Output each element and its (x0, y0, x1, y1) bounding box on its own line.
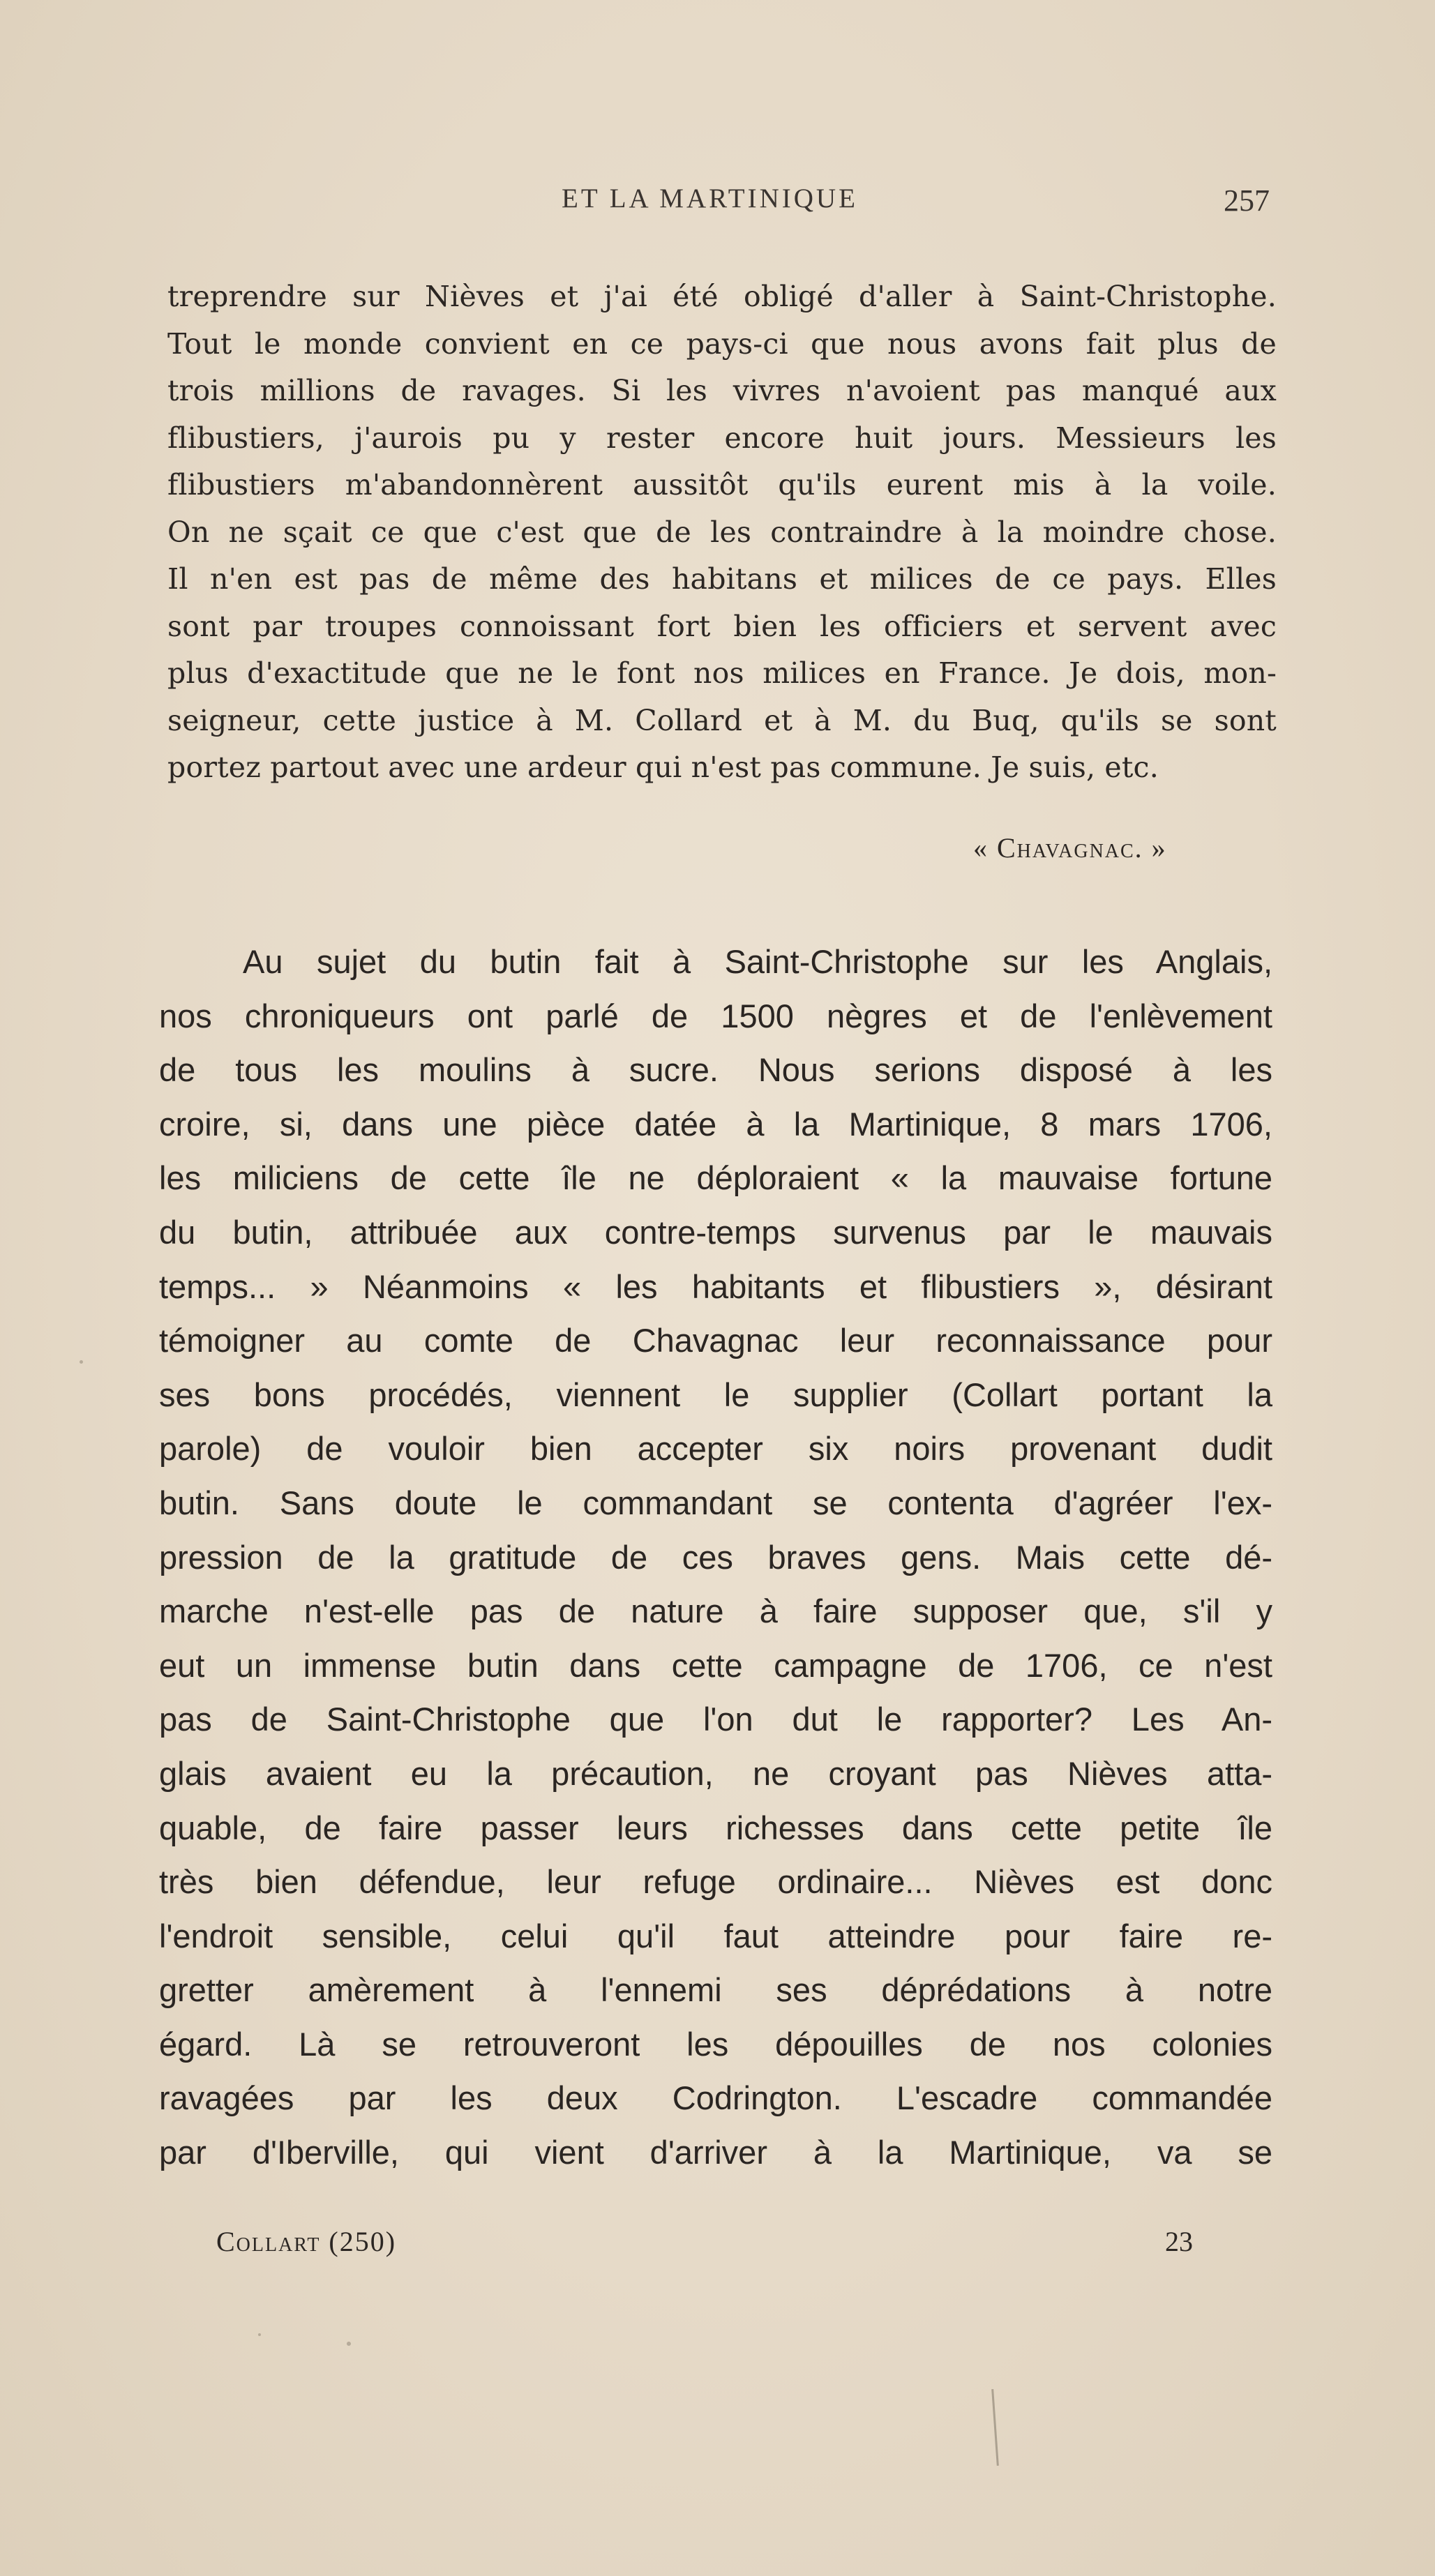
running-head (167, 183, 1270, 225)
letter-line: trois millions de ravages. Si les vivres n'avoient pas manqué aux (167, 374, 1277, 407)
body-line: par d'Iberville, qui vient d'arriver à la Martinique, va se (159, 2134, 1272, 2171)
letter-line: On ne sçait ce que c'est que de les contraindre à la moindre chose. (167, 515, 1277, 549)
body-line: de tous les moulins à sucre. Nous serions disposé à les (159, 1051, 1272, 1089)
body-line: pas de Saint-Christophe que l'on dut le rapporter? Les An- (159, 1701, 1272, 1738)
letter-line: plus d'exactitude que ne le font nos milices en France. Je dois, mon- (167, 656, 1277, 690)
letter-line: flibustiers m'abandonnèrent aussitôt qu'ils eurent mis à la voile. (167, 468, 1277, 502)
body-line: eut un immense butin dans cette campagne de 1706, ce n'est (159, 1646, 1272, 1684)
letter-line: Il n'en est pas de même des habitans et milices de ce pays. Elles (167, 562, 1277, 596)
body-line: très bien défendue, leur refuge ordinaire... Nièves est donc (159, 1863, 1272, 1901)
body-line: gretter amèrement à l'ennemi ses déprédations à notre (159, 1971, 1272, 2009)
body-line: les miliciens de cette île ne déploraient « la mauvaise fortune (159, 1159, 1272, 1197)
body-line: l'endroit sensible, celui qu'il faut atteindre pour faire re- (159, 1917, 1272, 1954)
paper-scratch (991, 2389, 999, 2466)
body-line: glais avaient eu la précaution, ne croyant pas Nièves atta- (159, 1754, 1272, 1792)
body-line: butin. Sans doute le commandant se contenta d'agréer l'ex- (159, 1484, 1272, 1521)
paper-speck (347, 2342, 351, 2346)
quoted-letter (167, 273, 1277, 792)
letter-signature: « Chavagnac. » (973, 832, 1167, 864)
body-line: du butin, attribuée aux contre-temps survenus par le mauvais (159, 1213, 1272, 1251)
sheet-number: 23 (1165, 2226, 1193, 2257)
body-line: Au sujet du butin fait à Saint-Christophe sur les Anglais, (243, 943, 1272, 980)
body-line: nos chroniqueurs ont parlé de 1500 nègres et de l'enlèvement (159, 997, 1272, 1034)
body-line: temps... » Néanmoins « les habitants et flibustiers », désirant (159, 1267, 1272, 1305)
letter-line: portez partout avec une ardeur qui n'est pas commune. Je suis, etc. (167, 751, 1159, 784)
letter-line: sont par troupes connoissant fort bien les officiers et servent avec (167, 609, 1277, 643)
running-title: ET LA MARTINIQUE (562, 183, 858, 213)
body-line: marche n'est-elle pas de nature à faire supposer que, s'il y (159, 1592, 1272, 1630)
paper-speck (80, 1360, 83, 1364)
page-footer (216, 2225, 1193, 2267)
body-paragraph (159, 935, 1272, 2180)
body-line: témoigner au comte de Chavagnac leur reconnaissance pour (159, 1322, 1272, 1359)
letter-line: seigneur, cette justice à M. Collard et à M. du Buq, qu'ils se sont (167, 703, 1277, 737)
body-line: pression de la gratitude de ces braves gens. Mais cette dé- (159, 1538, 1272, 1576)
body-line: parole) de vouloir bien accepter six noirs provenant dudit (159, 1430, 1272, 1468)
body-line: égard. Là se retrouveront les dépouilles de nos colonies (159, 2025, 1272, 2063)
letter-line: flibustiers, j'aurois pu y rester encore huit jours. Messieurs les (167, 421, 1277, 455)
letter-line: treprendre sur Nièves et j'ai été obligé d'aller à Saint-Christophe. (167, 280, 1277, 313)
body-line: quable, de faire passer leurs richesses dans cette petite île (159, 1809, 1272, 1846)
body-line: ses bons procédés, viennent le supplier (Collart portant la (159, 1376, 1272, 1413)
body-line: croire, si, dans une pièce datée à la Martinique, 8 mars 1706, (159, 1105, 1272, 1143)
printer-signature-mark: Collart (250) (216, 2226, 397, 2257)
body-line: ravagées par les deux Codrington. L'escadre commandée (159, 2079, 1272, 2117)
letter-line: Tout le monde convient en ce pays-ci que nous avons fait plus de (167, 326, 1277, 361)
paper-speck (258, 2333, 261, 2336)
page-number: 257 (1224, 183, 1270, 218)
